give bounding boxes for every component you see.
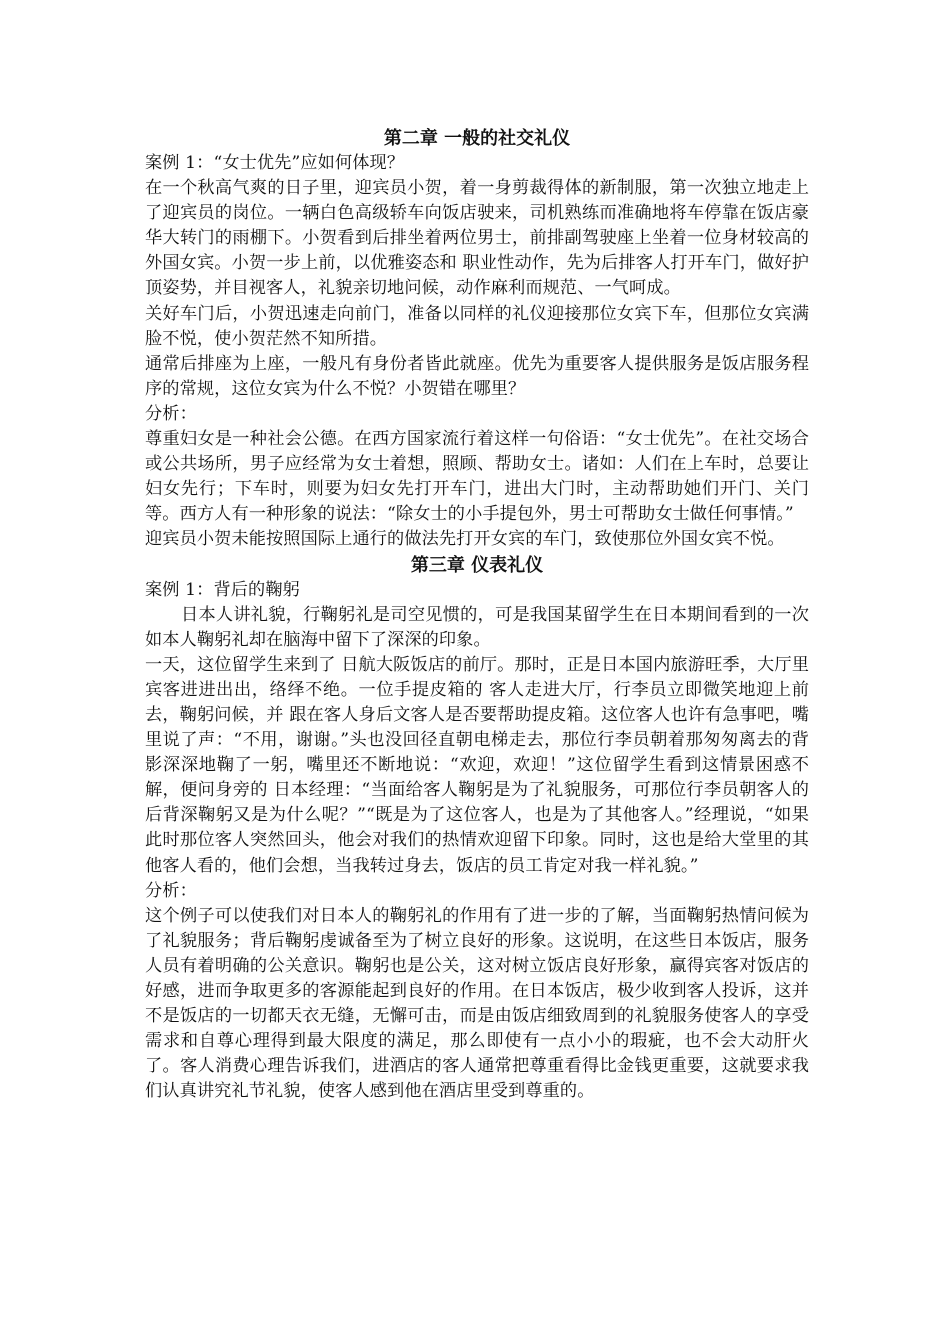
analysis-paragraph: 尊重妇女是一种社会公德。在西方国家流行着这样一句俗语：“女士优先”。在社交场合或公共场所，男子应经常为女士着想，照顾、帮助女士。诸如：人们在上车时，总要让妇女先行；下车时，则要为妇女先打开车门，进出大门时，主动帮助她们开门、关门等。西方人有一种形象的说法：“除女士的小手提包外，男士可帮助女士做任何事情。” <box>145 429 809 525</box>
case-intro: 日本人讲礼貌，行鞠躬礼是司空见惯的，可是我国某留学生在日本期间看到的一次如本人鞠躬礼却在脑海中留下了深深的印象。 <box>145 604 809 650</box>
chapter-2-title: 第二章 一般的社交礼仪 <box>383 128 571 149</box>
analysis-paragraph: 这个例子可以使我们对日本人的鞠躬礼的作用有了进一步的了解，当面鞠躬热情问候为了礼貌服务；背后鞠躬虔诚备至为了树立良好的形象。这说明，在这些日本饭店，服务人员有着明确的公关意识。鞠躬也是公关，这对树立饭店良好形象，赢得宾客对饭店的好感，进而争取更多的客源能起到良好的作用。在日本饭店，极少收到客人投诉，这并不是饭店的一切都天衣无缝，无懈可击，而是由饭店细致周到的礼貌服务使客人的享受需求和自尊心理得到最大限度的满足，那么即使有一点小小的瑕疵，也不会大动肝火了。客人消费心理告诉我们，进酒店的客人通常把尊重看得比金钱更重要，这就要求我们认真讲究礼节礼貌，使客人感到他在酒店里受到尊重的。 <box>145 905 809 1102</box>
analysis-label: 分析： <box>145 880 197 901</box>
document-page <box>145 122 809 1104</box>
case-title: 案例 1：“女士优先”应如何体现？ <box>145 153 405 173</box>
analysis-paragraph: 迎宾员小贺未能按照国际上通行的做法先打开女宾的车门，致使那位外国女宾不悦。 <box>145 529 785 550</box>
case-paragraph: 关好车门后，小贺迅速走向前门，准备以同样的礼仪迎接那位女宾下车，但那位女宾满脸不悦，使小贺茫然不知所措。 <box>145 303 809 349</box>
chapter-3-title: 第三章 仪表礼仪 <box>410 554 544 576</box>
case-paragraph: 通常后排座为上座，一般凡有身份者皆此就座。优先为重要客人提供服务是饭店服务程序的常规，这位女宾为什么不悦？小贺错在哪里？ <box>145 353 809 399</box>
analysis-label: 分析： <box>145 403 197 424</box>
case-paragraph: 一天，这位留学生来到了 日航大阪饭店的前厅。那时，正是日本国内旅游旺季，大厅里宾客进进出出，络绎不绝。一位手提皮箱的 客人走进大厅，行李员立即微笑地迎上前去，鞠躬问候，并 跟在客人身后文客人是否要帮助提皮箱。这位客人也许有急事吧，嘴里说了声：“不用，谢谢。”头也没回径直朝电梯走去，那位行李员朝着那匆匆离去的背影深深地鞠了一躬，嘴里还不断地说：“欢迎，欢迎！”这位留学生看到这情景困惑不解，便问身旁的 日本经理：“当面给客人鞠躬是为了礼貌服务，可那位行李员朝客人的后背深鞠躬又是为什么呢？”“既是为了这位客人，也是为了其他客人。”经理说，“如果此时那位客人突然回头，他会对我们的热情欢迎留下印象。同时，这也是给大堂里的其他客人看的，他们会想，当我转过身去，饭店的员工肯定对我一样礼貌。” <box>145 654 809 876</box>
case-paragraph: 在一个秋高气爽的日子里，迎宾员小贺，着一身剪裁得体的新制服，第一次独立地走上了迎宾员的岗位。一辆白色高级轿车向饭店驶来，司机熟练而准确地将车停靠在饭店豪华大转门的雨棚下。小贺看到后排坐着两位男士，前排副驾驶座上坐着一位身材较高的外国女宾。小贺一步上前，以优雅姿态和 职业性动作，先为后排客人打开车门，做好护顶姿势，并目视客人，礼貌亲切地问候，动作麻利而规范、一气呵成。 <box>145 178 809 299</box>
case-title: 案例 1：背后的鞠躬 <box>145 579 300 600</box>
